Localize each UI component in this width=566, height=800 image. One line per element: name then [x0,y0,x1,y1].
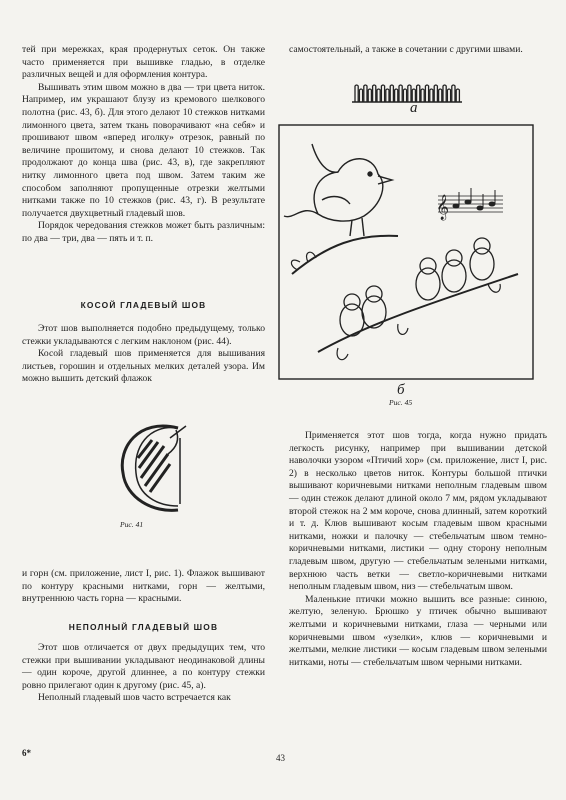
paragraph: Применяется этот шов тогда, когда нужно придать легкость рисунку, например при вышивании детской наволочки узором «Птичий хор» (см. приложение, лист I, рис. 2) в несколько цветов ниток. Контуры большой птички вышивают коричневыми нитками неполным гладевым швом — один стежок делают длиной около 7 мм, рядом укладывают второй стежок на 2 мм короче, снова длинный, затем короткий и т. д. Клюв вышивают косым гладевым швом красными нитками, ножки и палочку — стебельчатым швом темно-коричневыми нитками, листики — одну сторону неполным гладевым швом, другую — стебельчатым зелеными нитками, верхнюю часть ветки — светло-коричневыми нитками неполным гладевым швом, низ — стебельчатым швом. [289,430,547,593]
paragraph: Маленькие птички можно вышить все разные: синюю, желтую, зеленую. Брюшко у птичек обычно вышивают желтыми и коричневыми нитками, глаза — черными или коричневыми швом «узелки», клюв — коричневыми и желтыми, мелкие листики — косым гладевым швом зелеными нитками, ноты — стебельчатым швом черными нитками. [289,593,547,668]
paragraph: Этот шов отличается от двух предыдущих тем, что стежки при вышивании укладывают неодинаковой длины — один короче, другой длиннее, а по контуру стежки ровно прилегают один к другому (рис. 45, а). [22,642,265,691]
left-column-section [22,568,265,606]
stitch-loop [364,85,367,102]
figure-letter-a: а [410,100,418,116]
small-birds [340,238,494,336]
paragraph: Этот шов выполняется подобно предыдущему, только стежки укладываются с легким наклоном (рис. 44). [22,323,265,347]
stitch-loop [425,85,428,102]
big-bird [284,144,392,236]
paragraph: Порядок чередования стежков может быть различным: по два — три, два — пять и т. п. [22,220,265,244]
left-column-section [22,642,265,705]
paragraph: самостоятельный, а также в сочетании с другими швами. [289,44,523,55]
right-column-bottom [289,430,547,669]
section-heading-incomplete-satin-stitch: НЕПОЛНЫЙ ГЛАДЕВЫЙ ШОВ [68,622,219,632]
stitch-loop [421,89,424,102]
paragraph: тей при мережках, края продернутых сеток. Он также часто применяется при вышивке гладью, в отделке различных вещей и для оформления контура. [22,44,265,81]
stitch-loop [434,85,437,102]
stitch-loop [403,89,406,102]
stitch-loop [381,85,384,102]
music-notes [436,188,503,220]
stitch-loop [439,89,442,102]
stitch-row-illustration [352,82,462,104]
stitch-loop [447,89,450,102]
stitch-loop [395,89,398,102]
stitch-loop [386,89,389,102]
stitch-loop [456,89,459,102]
oblique-stitch-illustration [108,418,198,518]
figure-41-caption: Рис. 41 [120,520,144,529]
stitch-loop [452,85,455,102]
right-column-top [289,44,547,57]
stitch-loop [377,89,380,102]
left-column [22,44,265,246]
stitch-loop [430,89,433,102]
paragraph: Неполный гладевый шов часто встречается как [38,692,231,704]
left-column-section [22,323,265,386]
signature-mark: 6* [22,748,31,758]
stitch-loop [399,85,402,102]
stitch-loop [373,85,376,102]
stitch-loop [359,89,362,102]
figure-45-caption: Рис. 45 [389,398,413,407]
paragraph: Вышивать этим швом можно в два — три цвета ниток. Например, им украшают блузу из кремового шелкового полотна (рис. 43, б). Для этого делают 10 стежков нитками лимонного цвета, затем ткань поворачивают «на себя» и прошивают швом «вперед иголку» отрезок, равный по величине прошитому, и снова делают 10 стежков. Так продолжают до конца шва (рис. 43, в), где закрепляют нитку лимонного цвета под швом. Затем таким же способом заполняют пропущенные отрезки желтыми нитками также по 10 стежков (рис. 43, г). В результате получается двухцветный гладевый шов. [22,81,265,219]
figure-letter-b: б [397,382,405,398]
stitch-loop [443,85,446,102]
svg-text:𝄞: 𝄞 [436,195,450,220]
stitch-loop [368,89,371,102]
paragraph: Косой гладевый шов применяется для вышивания листьев, горошин и отдельных мелких деталей узора. Им можно вышить детский флажок [22,348,265,385]
section-heading-oblique-satin-stitch: КОСОЙ ГЛАДЕВЫЙ ШОВ [80,300,207,310]
page-number: 43 [276,753,285,763]
birds-choir-illustration [278,124,534,380]
stitch-loop [355,85,358,102]
stitch-loop [390,85,393,102]
paragraph: и горн (см. приложение, лист I, рис. 1). Флажок вышивают по контуру красными нитками, горн — желтыми, внутреннюю часть горна — красными. [22,568,265,605]
